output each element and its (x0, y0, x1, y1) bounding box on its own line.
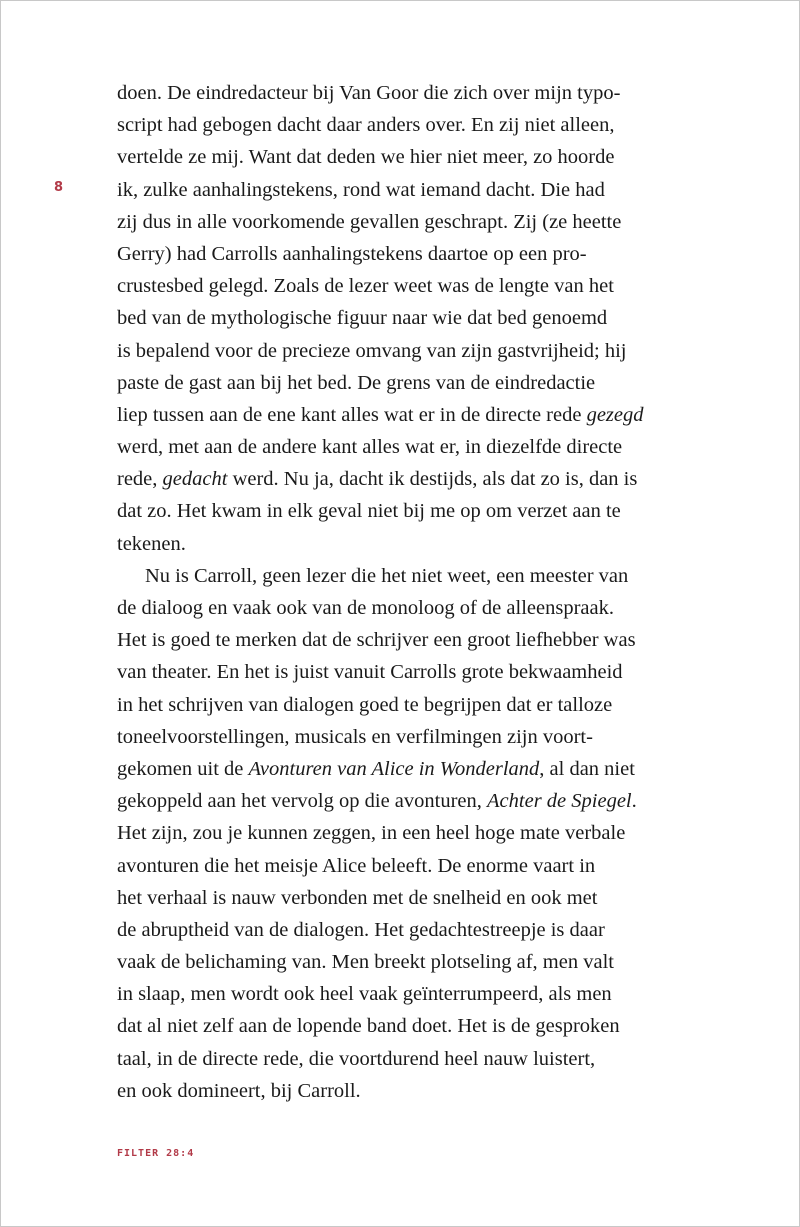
text-line (117, 914, 717, 946)
text-segment: is bepalend voor de precieze omvang van zijn gastvrijheid; hij (117, 339, 627, 362)
text-line (117, 141, 717, 173)
body-text (117, 77, 717, 1107)
text-line (117, 463, 717, 495)
text-line (117, 528, 717, 560)
text-line (117, 1010, 717, 1042)
text-segment: en ook domineert, bij Carroll. (117, 1079, 361, 1102)
text-line (117, 431, 717, 463)
text-line (117, 77, 717, 109)
text-segment: liep tussen aan de ene kant alles wat er in de directe rede (117, 403, 587, 426)
text-segment: het verhaal is nauw verbonden met de snelheid en ook met (117, 886, 598, 909)
text-line (117, 656, 717, 688)
italic-title-text: gezegd (586, 403, 644, 426)
text-segment: werd. Nu ja, dacht ik destijds, als dat zo is, dan is (227, 468, 638, 491)
text-line (117, 1043, 717, 1075)
text-segment: gekoppeld aan het vervolg op die avonturen, (117, 790, 488, 813)
text-segment: taal, in de directe rede, die voortdurend heel nauw luistert, (117, 1047, 596, 1070)
text-line (117, 721, 717, 753)
text-line (117, 109, 717, 141)
text-segment: bed van de mythologische figuur naar wie dat bed genoemd (117, 307, 608, 330)
text-line (117, 978, 717, 1010)
text-segment: Het is goed te merken dat de schrijver een groot liefhebber was (117, 629, 636, 652)
text-segment: , al dan niet (539, 757, 635, 780)
text-line (117, 206, 717, 238)
page-number: 8 (54, 180, 64, 195)
text-segment: Het zijn, zou je kunnen zeggen, in een heel hoge mate verbale (117, 822, 626, 845)
text-line (117, 689, 717, 721)
text-segment: avonturen die het meisje Alice beleeft. De enorme vaart in (117, 854, 596, 877)
text-segment: vertelde ze mij. Want dat deden we hier niet meer, zo hoorde (117, 146, 615, 169)
text-segment: . (631, 790, 637, 813)
text-segment: de abruptheid van de dialogen. Het gedachtestreepje is daar (117, 918, 605, 941)
text-segment: werd, met aan de andere kant alles wat er, in diezelfde directe (117, 436, 623, 459)
text-segment: de dialoog en vaak ook van de monoloog of de alleenspraak. (117, 597, 614, 619)
text-segment: zij dus in alle voorkomende gevallen geschrapt. Zij (ze heette (117, 210, 622, 233)
text-line (117, 560, 717, 592)
journal-footer: FILTER 28:4 (117, 1148, 195, 1159)
text-segment: rede, (117, 468, 163, 491)
text-segment: dat zo. Het kwam in elk geval niet bij me op om verzet aan te (117, 500, 621, 523)
italic-title-text: Achter de Spiegel (487, 790, 632, 813)
text-segment: dat al niet zelf aan de lopende band doet. Het is de gesproken (117, 1015, 620, 1038)
text-segment: tekenen. (117, 532, 186, 555)
text-segment: crustesbed gelegd. Zoals de lezer weet was de lengte van het (117, 275, 614, 298)
text-line (117, 882, 717, 914)
text-segment: ik, zulke aanhalingstekens, rond wat iemand dacht. Die had (117, 178, 605, 201)
text-line (117, 270, 717, 302)
text-segment: script had gebogen dacht daar anders over. En zij niet alleen, (117, 114, 615, 137)
text-line (117, 850, 717, 882)
text-segment: vaak de belichaming van. Men breekt plotseling af, men valt (117, 951, 614, 974)
text-line (117, 399, 717, 431)
text-segment: Nu is Carroll, geen lezer die het niet weet, een meester van (145, 564, 629, 587)
text-line (117, 1075, 717, 1107)
text-segment: doen. De eindredacteur bij Van Goor die zich over mijn typo- (117, 82, 621, 104)
text-line (117, 174, 717, 206)
text-line (117, 367, 717, 399)
text-line (117, 238, 717, 270)
text-segment: toneelvoorstellingen, musicals en verfilmingen zijn voort- (117, 725, 593, 748)
text-segment: in het schrijven van dialogen goed te begrijpen dat er talloze (117, 693, 613, 716)
text-line (117, 624, 717, 656)
text-segment: paste de gast aan bij het bed. De grens van de eindredactie (117, 371, 596, 394)
text-segment: in slaap, men wordt ook heel vaak geïnterrumpeerd, als men (117, 983, 612, 1006)
text-line (117, 495, 717, 527)
text-line (117, 592, 717, 624)
text-line (117, 946, 717, 978)
italic-title-text: Avonturen van Alice in Wonderland (248, 757, 540, 780)
text-segment: Gerry) had Carrolls aanhalingstekens daartoe op een pro- (117, 242, 587, 265)
text-segment: van theater. En het is juist vanuit Carrolls grote bekwaamheid (117, 661, 623, 684)
text-line (117, 335, 717, 367)
text-line (117, 785, 717, 817)
italic-title-text: gedacht (162, 468, 228, 491)
text-line (117, 302, 717, 334)
text-segment: gekomen uit de (117, 757, 249, 780)
text-line (117, 753, 717, 785)
text-line (117, 817, 717, 849)
